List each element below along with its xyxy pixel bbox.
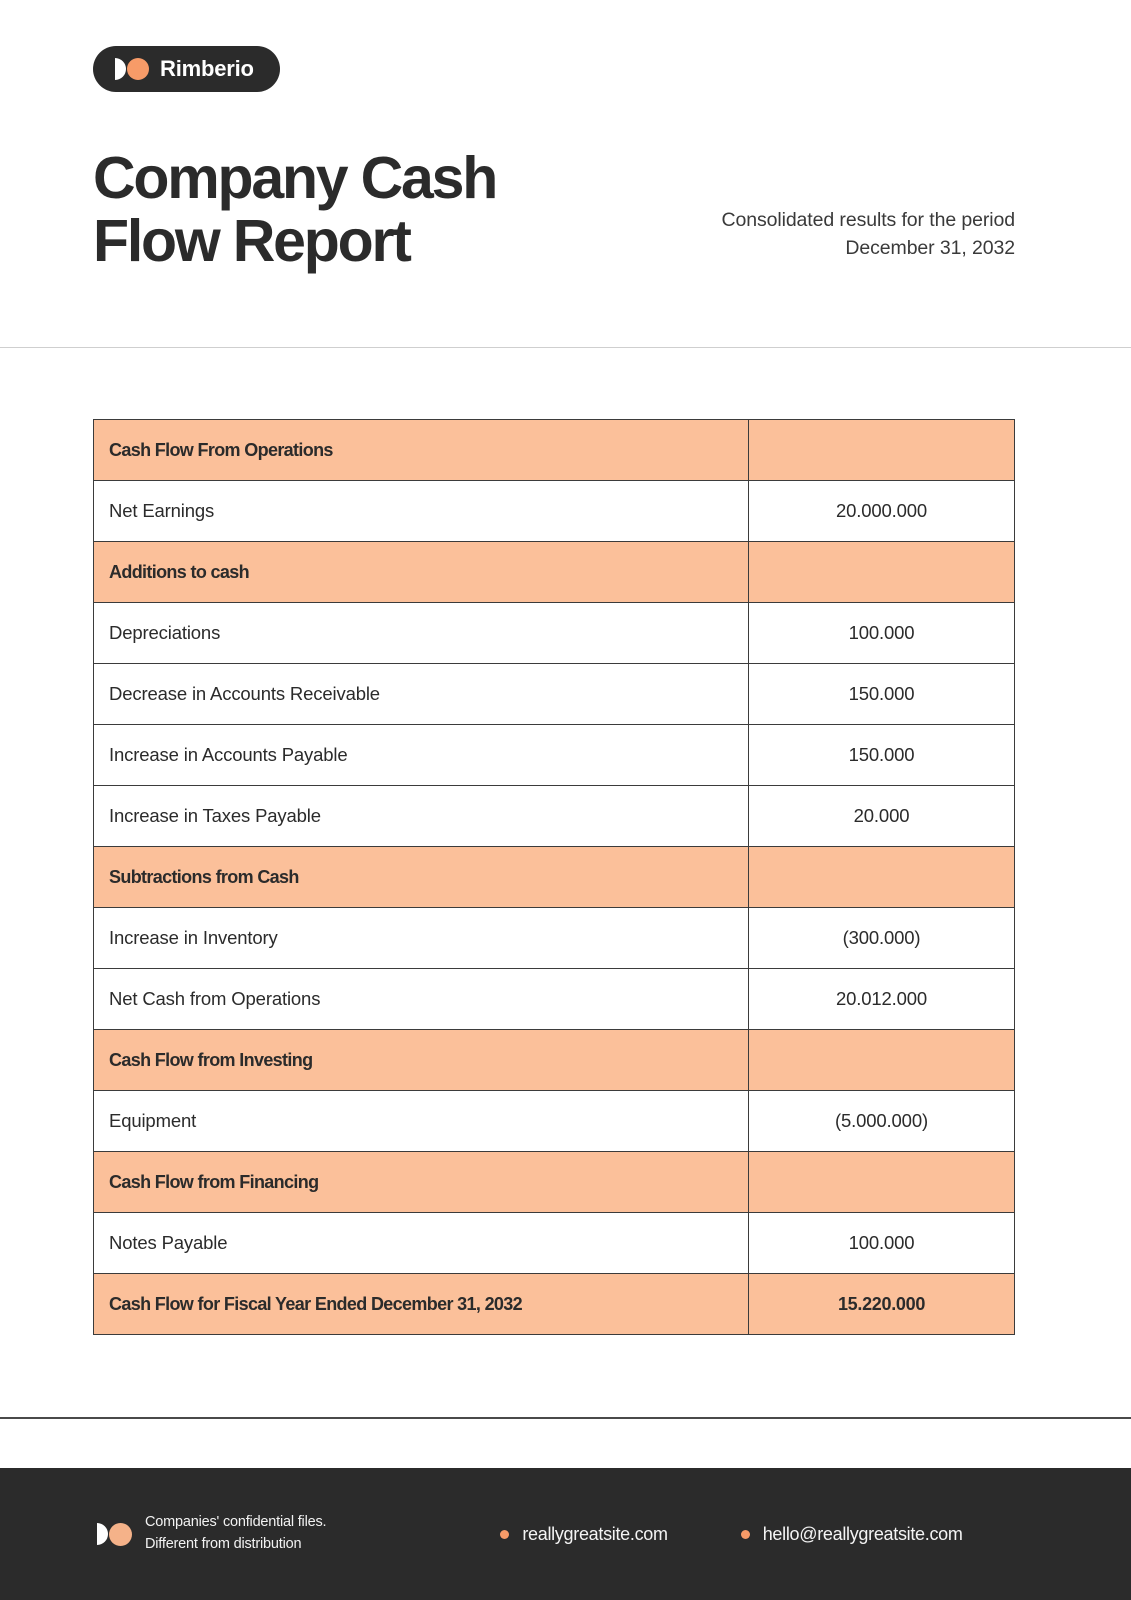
- table-row: [94, 420, 1015, 481]
- table-cell-value: [749, 420, 1015, 481]
- table-cell-value: 20.012.000: [749, 969, 1015, 1030]
- table-cell-label: Net Cash from Operations: [94, 969, 749, 1030]
- page-subtitle: Consolidated results for the period December 31, 2032: [721, 209, 1015, 259]
- table-cell-label: Decrease in Accounts Receivable: [94, 664, 749, 725]
- footer-note: [145, 1512, 326, 1556]
- table-row: [94, 481, 1015, 542]
- table-row: [94, 725, 1015, 786]
- page-title: [93, 147, 653, 272]
- bullet-dot-icon: [741, 1530, 750, 1539]
- table-cell-label: Increase in Accounts Payable: [94, 725, 749, 786]
- footer-note-line2: Different from distribution: [145, 1536, 302, 1552]
- table-cell-label: Cash Flow From Operations: [94, 420, 749, 481]
- header-divider: [0, 347, 1131, 348]
- table-cell-value: 150.000: [749, 664, 1015, 725]
- table-cell-value: [749, 1152, 1015, 1213]
- table-cell-label: Notes Payable: [94, 1213, 749, 1274]
- table-cell-label: Additions to cash: [94, 542, 749, 603]
- table-row: [94, 603, 1015, 664]
- table-cell-label: Increase in Inventory: [94, 908, 749, 969]
- table-row: [94, 664, 1015, 725]
- page-title-line2: Flow Report: [93, 207, 410, 274]
- table-cell-value: 100.000: [749, 1213, 1015, 1274]
- cash-flow-table-body: [94, 420, 1015, 1335]
- brand-name: Rimberio: [160, 56, 254, 81]
- page-title-line1: Company Cash: [93, 145, 497, 211]
- table-cell-label: Cash Flow from Financing: [94, 1152, 749, 1213]
- footer-brand: [97, 1512, 326, 1556]
- table-row: [94, 1213, 1015, 1274]
- table-row: [94, 542, 1015, 603]
- table-cell-value: [749, 1030, 1015, 1091]
- table-cell-value: [749, 847, 1015, 908]
- table-row: [94, 1030, 1015, 1091]
- table-row: [94, 847, 1015, 908]
- footer-contacts: [500, 1524, 962, 1545]
- table-cell-value: 150.000: [749, 725, 1015, 786]
- table-row: [94, 1091, 1015, 1152]
- brand-logo: [93, 46, 280, 92]
- table-cell-label: Increase in Taxes Payable: [94, 786, 749, 847]
- footer-divider: [0, 1417, 1131, 1419]
- table-cell-value: 100.000: [749, 603, 1015, 664]
- table-cell-label: Cash Flow from Investing: [94, 1030, 749, 1091]
- cash-flow-table: [93, 419, 1015, 1335]
- table-cell-label: Cash Flow for Fiscal Year Ended December 31, 2032: [94, 1274, 749, 1335]
- table-cell-label: Net Earnings: [94, 481, 749, 542]
- footer-contact-item[interactable]: [500, 1524, 667, 1545]
- table-cell-value: (5.000.000): [749, 1091, 1015, 1152]
- table-cell-value: 20.000: [749, 786, 1015, 847]
- table-cell-value: 20.000.000: [749, 481, 1015, 542]
- table-row: [94, 1152, 1015, 1213]
- table-row: [94, 908, 1015, 969]
- footer-note-line1: Companies' confidential files.: [145, 1514, 327, 1531]
- table-row: [94, 786, 1015, 847]
- table-cell-value: (300.000): [749, 908, 1015, 969]
- table-row: [94, 1274, 1015, 1335]
- table-cell-value: 15.220.000: [749, 1274, 1015, 1335]
- table-cell-label: Subtractions from Cash: [94, 847, 749, 908]
- table-cell-label: Depreciations: [94, 603, 749, 664]
- footer-contact-text: hello@reallygreatsite.com: [762, 1523, 963, 1544]
- rimberio-logo-mark-icon: [115, 58, 149, 80]
- bullet-dot-icon: [500, 1530, 509, 1539]
- table-row: [94, 969, 1015, 1030]
- page-footer: [0, 1468, 1131, 1600]
- table-cell-label: Equipment: [94, 1091, 749, 1152]
- footer-contact-item[interactable]: [741, 1524, 963, 1545]
- rimberio-logo-mark-icon: [97, 1523, 132, 1546]
- footer-contact-text: reallygreatsite.com: [522, 1523, 668, 1544]
- table-cell-value: [749, 542, 1015, 603]
